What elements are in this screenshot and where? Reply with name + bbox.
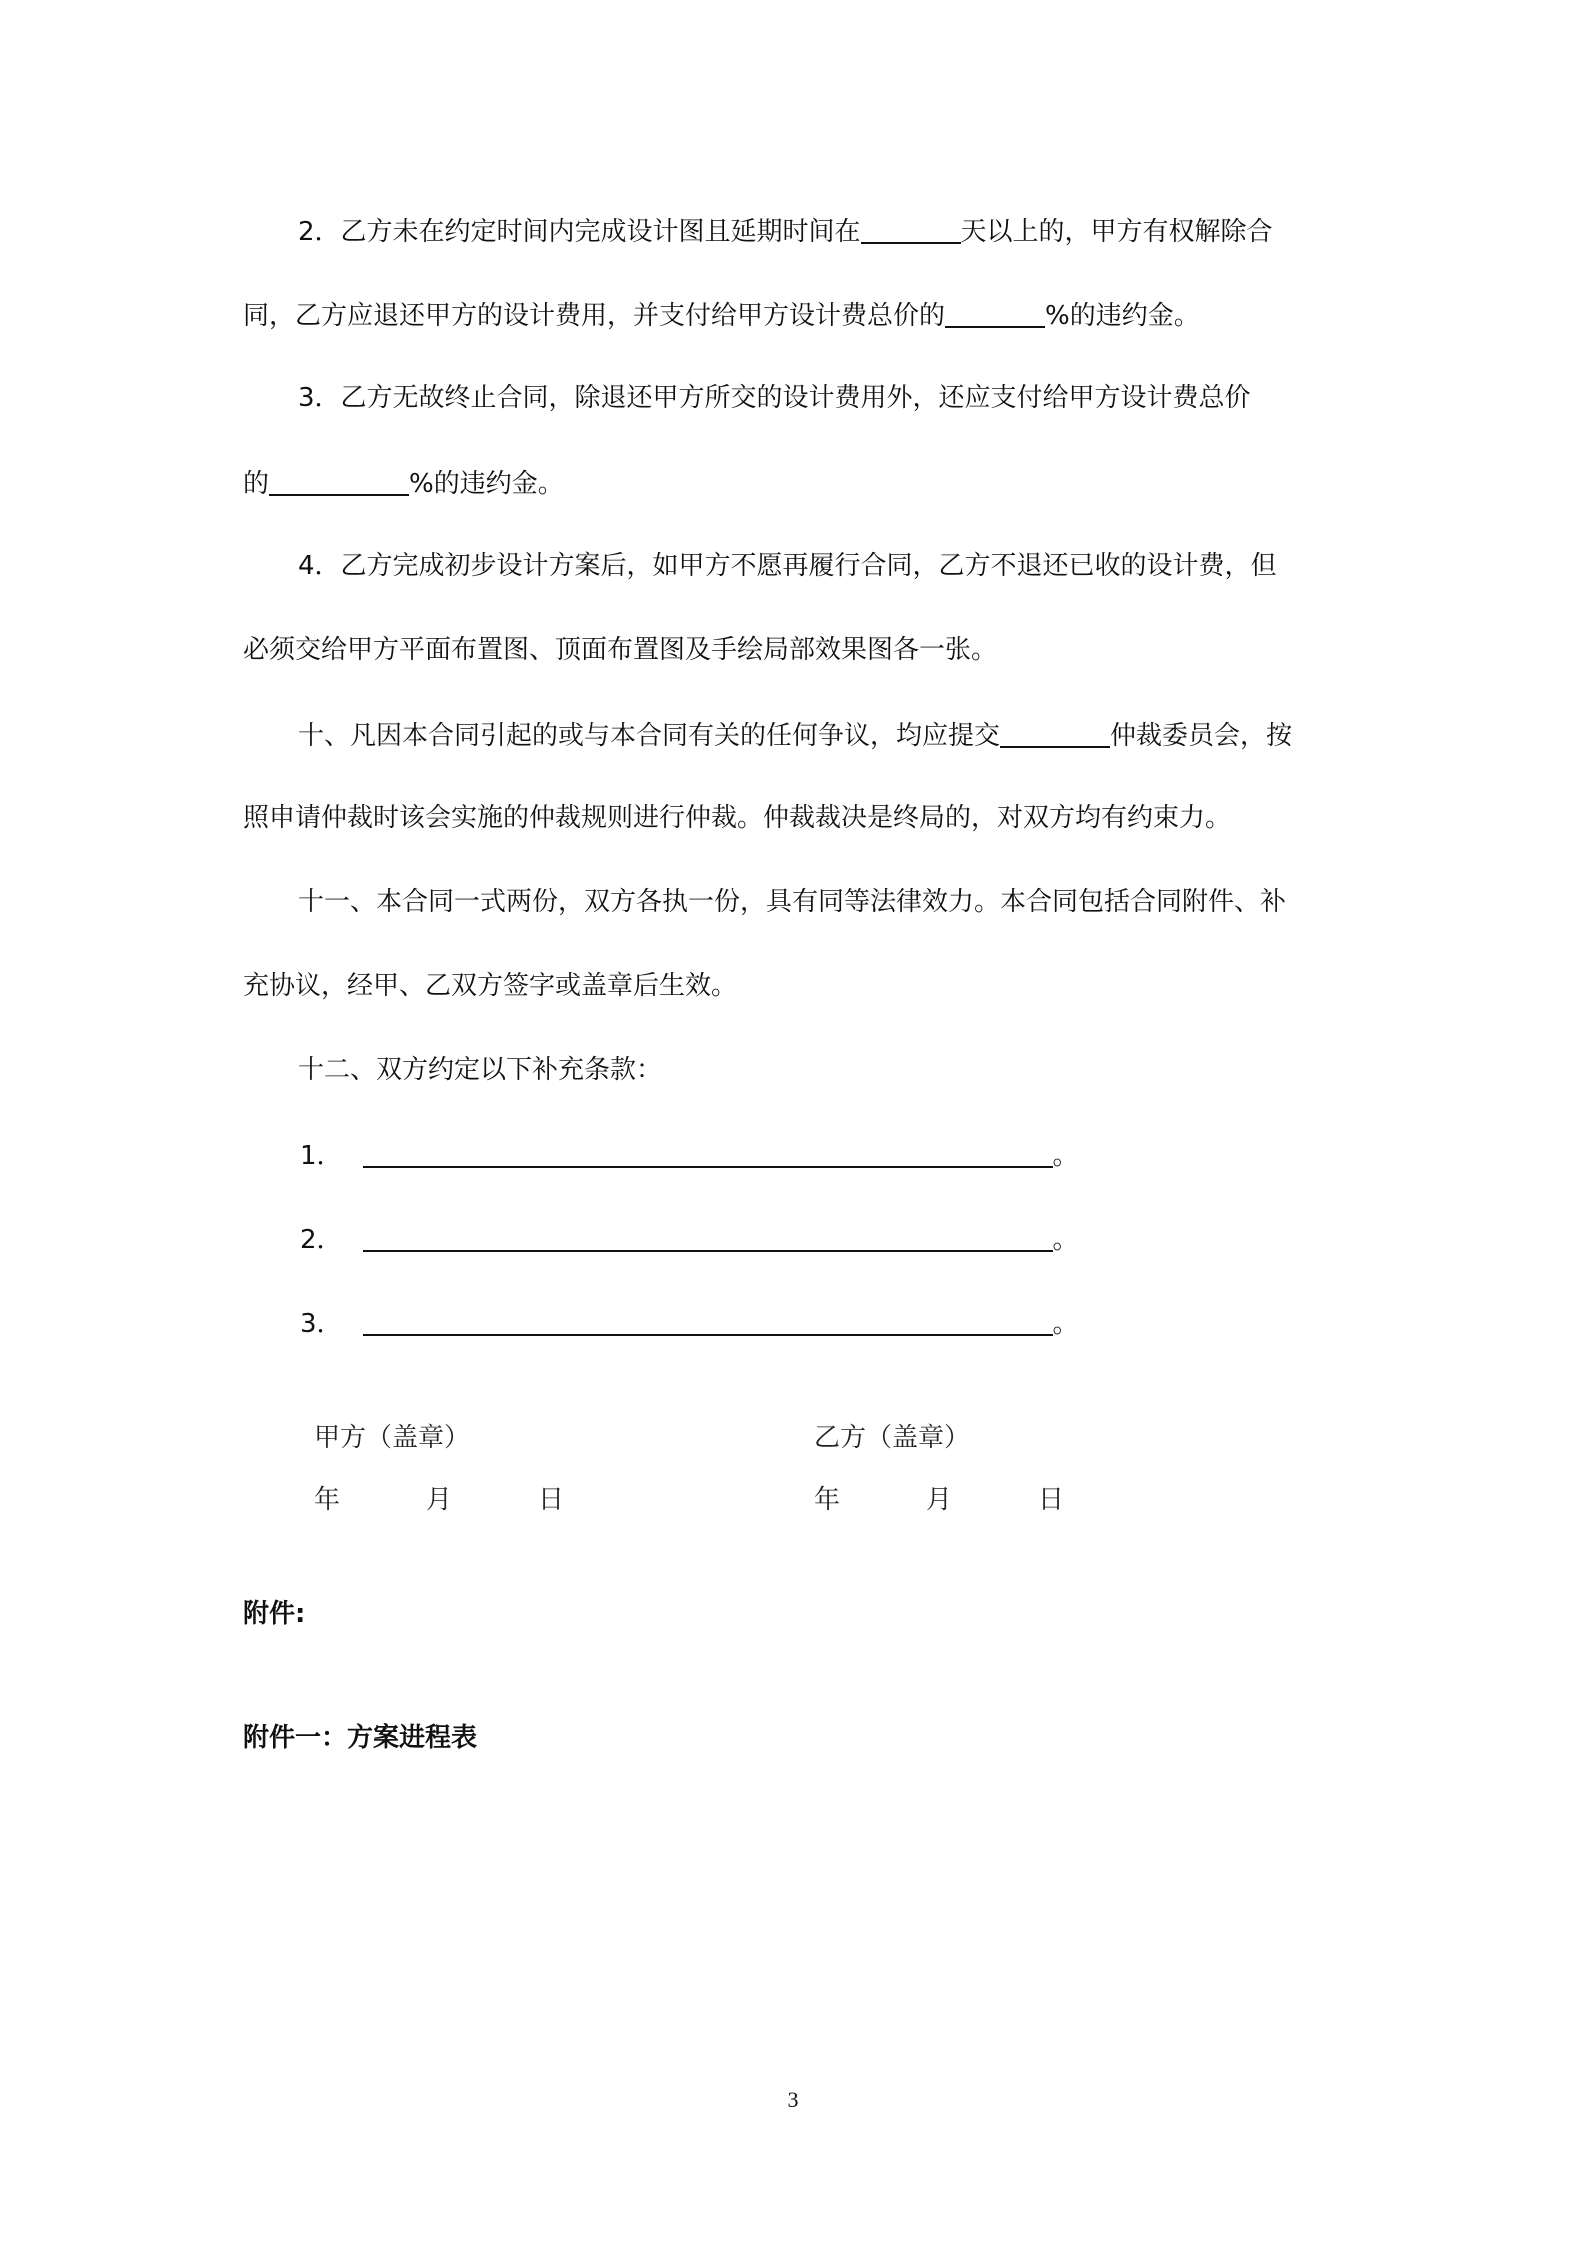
- days-blank[interactable]: [861, 212, 961, 244]
- supplementary-blank-3[interactable]: [363, 1304, 1053, 1336]
- clause-11-line-2: [243, 968, 737, 1004]
- clause-2-text-a: 2．乙方未在约定时间内完成设计图且延期时间在: [298, 217, 861, 247]
- item-number: 1．: [300, 1141, 343, 1171]
- supplementary-item-1: [300, 1136, 1079, 1174]
- arbitration-commission-blank[interactable]: [1000, 716, 1110, 748]
- clause-4-text-a: 4．乙方完成初步设计方案后，如甲方不愿再履行合同，乙方不退还已收的设计费，但: [298, 551, 1277, 581]
- item-end: 。: [1052, 1141, 1079, 1171]
- party-b-day: 日: [1037, 1485, 1064, 1515]
- clause-10-text-c: 照申请仲裁时该会实施的仲裁规则进行仲裁。仲裁裁决是终局的，对双方均有约束力。: [243, 803, 1232, 833]
- clause-2-line-1: [298, 212, 1273, 250]
- clause-10-text-a: 十、凡因本合同引起的或与本合同有关的任何争议，均应提交: [298, 721, 1001, 751]
- clause-3-line-2: [243, 464, 564, 502]
- party-a-seal-label: 甲方（盖章）: [314, 1423, 471, 1453]
- supplementary-item-2: [300, 1220, 1079, 1258]
- party-b-seal-label: 乙方（盖章）: [814, 1423, 971, 1453]
- party-a-date: [314, 1482, 564, 1518]
- supplementary-blank-2[interactable]: [363, 1220, 1053, 1252]
- clause-10-text-b: 仲裁委员会，按: [1110, 721, 1293, 751]
- clause-10-line-2: [243, 800, 1231, 836]
- item-number: 3．: [300, 1309, 343, 1339]
- party-a-day: 日: [537, 1485, 564, 1515]
- supplementary-item-3: [300, 1304, 1079, 1342]
- penalty-percent-blank-1[interactable]: [945, 296, 1045, 328]
- party-a-month: 月: [425, 1485, 452, 1515]
- attachment-1: 附件一：方案进程表: [243, 1723, 478, 1753]
- attachments-heading: 附件:: [243, 1599, 306, 1629]
- party-b-date: [814, 1482, 1064, 1518]
- clause-11-text-b: 充协议，经甲、乙双方签字或盖章后生效。: [243, 971, 738, 1001]
- clause-2-line-2: [243, 296, 1200, 334]
- clause-4-line-1: [298, 548, 1277, 584]
- party-a-year: 年: [314, 1485, 341, 1515]
- item-end: 。: [1052, 1225, 1079, 1255]
- clause-3-text-c: %的违约金。: [409, 469, 564, 499]
- clause-3-text-a: 3．乙方无故终止合同，除退还甲方所交的设计费用外，还应支付给甲方设计费总价: [298, 383, 1251, 413]
- item-end: 。: [1052, 1309, 1079, 1339]
- clause-3-line-1: [298, 380, 1251, 416]
- clause-4-line-2: [243, 632, 997, 668]
- item-number: 2．: [300, 1225, 343, 1255]
- clause-2-text-c: 同，乙方应退还甲方的设计费用，并支付给甲方设计费总价的: [243, 301, 946, 331]
- page-number: 3: [787, 2087, 799, 2112]
- clause-12-heading: [298, 1052, 662, 1088]
- party-b-month: 月: [925, 1485, 952, 1515]
- clause-11-text-a: 十一、本合同一式两份，双方各执一份，具有同等法律效力。本合同包括合同附件、补: [298, 887, 1287, 917]
- clause-2-text-b: 天以上的，甲方有权解除合: [960, 217, 1273, 247]
- clause-11-line-1: [298, 884, 1286, 920]
- clause-10-line-1: [298, 716, 1292, 754]
- party-b-year: 年: [814, 1485, 841, 1515]
- clause-4-text-b: 必须交给甲方平面布置图、顶面布置图及手绘局部效果图各一张。: [243, 635, 998, 665]
- penalty-percent-blank-2[interactable]: [269, 464, 409, 496]
- clause-2-text-d: %的违约金。: [1045, 301, 1200, 331]
- clause-3-text-b: 的: [243, 469, 270, 499]
- supplementary-blank-1[interactable]: [363, 1136, 1053, 1168]
- clause-12-heading-text: 十二、双方约定以下补充条款：: [298, 1055, 663, 1085]
